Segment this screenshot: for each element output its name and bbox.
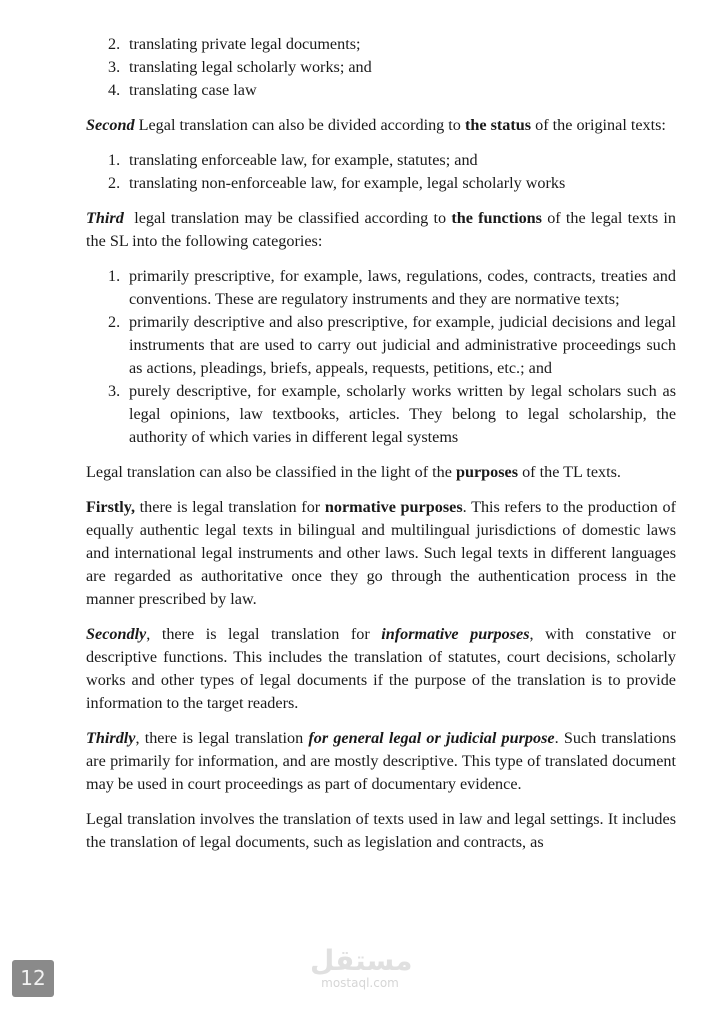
emphasis: normative purposes [324,498,463,516]
paragraph-text: Legal translation can also be classified in the light of the [86,463,456,481]
paragraph-text: , there is legal translation [135,729,309,747]
list-text: translating enforceable law, for example, statutes; and [129,151,478,169]
paragraph-lead: Thirdly [86,729,136,747]
emphasis: purposes [455,463,519,481]
emphasis: the status [464,116,532,134]
paragraph-text: , there is legal translation for [146,625,382,643]
list-number: 2. [108,35,121,53]
list-item [86,311,676,380]
page-number-badge[interactable]: 12 [12,960,54,997]
list-number: 4. [108,81,121,99]
list-item [86,56,676,79]
list-item [86,149,676,172]
list-item [86,172,676,195]
list-text: primarily descriptive and also prescriptive, for example, judicial decisions and legal instruments that are used to carry out judicial and administrative proceedings such as actions, pleadings, briefs, appeals, requests, petitions, etc.; and [129,313,676,377]
paragraph-text: of the TL texts. [518,463,621,481]
emphasis: informative purposes [381,625,530,643]
paragraph-lead: Third [86,209,124,227]
list-text: translating non-enforceable law, for example, legal scholarly works [129,174,566,192]
paragraph-text: legal translation may be classified according to [123,209,452,227]
paragraph-closing [86,808,676,854]
list-item [86,79,676,102]
paragraph-text: of the original texts: [531,116,666,134]
list-number: 3. [108,382,121,400]
list-item [86,265,676,311]
list-number: 1. [108,267,121,285]
list-text: translating case law [129,81,257,99]
paragraph-lead: Second [86,116,135,134]
list-number: 2. [108,174,121,192]
list-text: purely descriptive, for example, scholarly works written by legal scholars such as legal opinions, law textbooks, articles. They belong to legal scholarship, the authority of which varies in different legal systems [129,382,676,446]
list-text: translating legal scholarly works; and [129,58,372,76]
paragraph-thirdly [86,727,676,796]
list-status [86,149,676,195]
list-number: 1. [108,151,121,169]
paragraph-text: there is legal translation for [135,498,325,516]
list-item [86,380,676,449]
list-functions [86,265,676,449]
paragraph-lead: Secondly [86,625,147,643]
paragraph-second [86,114,676,137]
paragraph-purposes [86,461,676,484]
paragraph-text: Legal translation can also be divided according to [134,116,465,134]
paragraph-text: . This refers to the production of equally authentic legal texts in bilingual and multilingual jurisdictions of domestic laws and international legal instruments and other laws. Such legal texts in different languages are regarded as authoritative once they go through the authentication process in the manner prescribed by law. [86,498,677,608]
list-legal-document-types [86,33,676,102]
watermark-logo [310,944,413,990]
paragraph-secondly [86,623,676,715]
paragraph-text: of the legal texts in the SL into the following categories: [86,209,676,250]
watermark-domain: mostaql.com [321,976,399,990]
paragraph-text: , with constative or descriptive functions. This includes the translation of statutes, court decisions, scholarly works and other types of legal documents if the purpose of the translation is to provide information to the target readers. [86,625,677,712]
document-page [86,33,676,866]
paragraph-lead: Firstly, [86,498,136,516]
emphasis: the functions [451,209,542,227]
watermark-arabic: مستقل [310,944,413,977]
list-number: 3. [108,58,121,76]
paragraph-third [86,207,676,253]
paragraph-text: Legal translation involves the translation of texts used in law and legal settings. It includes the translation of legal documents, such as legislation and contracts, as [86,810,676,851]
paragraph-firstly [86,496,676,611]
list-text: translating private legal documents; [129,35,361,53]
list-number: 2. [108,313,121,331]
list-item [86,33,676,56]
paragraph-text: . Such translations are primarily for information, and are mostly descriptive. This type of translated document may be used in court proceedings as part of documentary evidence. [86,729,677,793]
list-text: primarily prescriptive, for example, laws, regulations, codes, contracts, treaties and conventions. These are regulatory instruments and they are normative texts; [129,267,676,308]
emphasis: for general legal or judicial purpose [308,729,555,747]
